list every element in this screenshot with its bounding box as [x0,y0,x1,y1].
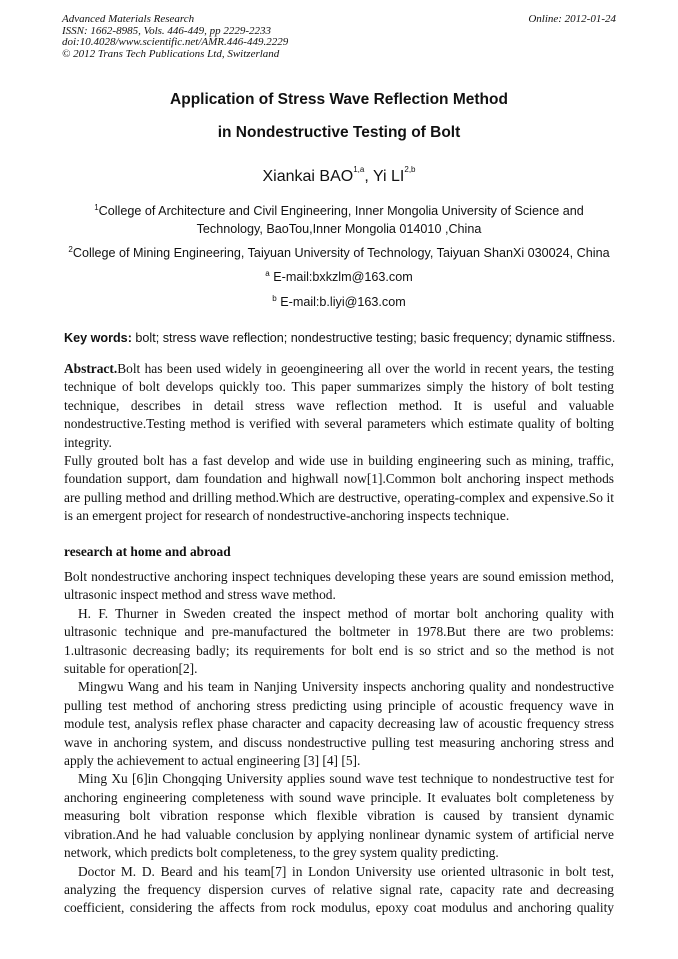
doi: doi:10.4028/www.scientific.net/AMR.446-449.2229 [62,36,289,49]
email-text: E-mail:bxkzlm@163.com [273,270,413,284]
journal-name: Advanced Materials Research [62,13,195,25]
author-sup: 1,a [353,165,365,174]
affiliation-text: College of Mining Engineering, Taiyuan University of Technology, Taiyuan ShanXi 030024, China [72,246,610,260]
author-name: Yi LI [372,168,405,185]
abstract-text: Bolt has been used widely in geoengineering all over the world in recent years, the testing technique of bolt develops quickly too. This paper summarizes simply the history of bolt testing technique, describes in detail stress wave reflection method. It is useful and valuable nondestructive.Testing method is verified with several parameters which estimate quality of bolting integrity. [64,361,614,450]
email-b [0,293,678,311]
keywords [64,331,624,345]
section-heading: research at home and abroad [64,544,231,559]
authors [0,165,678,186]
abstract [64,360,614,526]
affiliation-sup: 2 [68,245,73,254]
paragraph: Doctor M. D. Beard and his team[7] in London University use oriented ultrasonic in bolt test, analyzing the frequency dispersion curves of relative signal rate, capacity rate and decreasing coefficient, considering the affects from rock modulus, epoxy coat modulus and anchoring quality [64,863,614,916]
email-sup: b [272,294,277,303]
affiliation-sup: 1 [94,203,99,212]
keywords-text: bolt; stress wave reflection; nondestructive testing; basic frequency; dynamic stiffness. [131,331,616,345]
keywords-label: Key words: [64,331,132,345]
paragraph: Ming Xu [6]in Chongqing University applies sound wave test technique to nondestructive test for anchoring engineering completeness with sound wave principle. It evaluates bolt completeness by measuring bolt vibration response which flexible vibration is caused by transient dynamic vibration.And he had valuable conclusion by applying nonlinear dynamic system of artificial nerve network, which predicts bolt completeness, to the grey system quality predicting. [64,771,614,861]
affiliation-text: Technology, BaoTou,Inner Mongolia 014010 ,China [196,222,482,236]
author-sup: 2,b [404,165,416,174]
affiliation-text: College of Architecture and Civil Engineering, Inner Mongolia University of Science and [98,204,584,218]
email-sup: a [265,269,270,278]
title-line-2: in Nondestructive Testing of Bolt [217,124,461,141]
paragraph: Mingwu Wang and his team in Nanjing University inspects anchoring quality and nondestructive pulling test method of anchoring stress predicting using principle of acoustic frequency wave in module test, analysis reflex phase character and capacity decreasing law of acoustic frequency stress wave in anchoring system, and discuss nondestructive pulling test measuring anchoring stress and apply the achievement to actual engineering [3] [4] [5]. [64,679,614,769]
journal-header [62,14,616,60]
email-a [0,268,678,286]
online-date: Online: 2012-01-24 [528,13,616,25]
affiliation-2 [0,244,678,262]
abstract-paragraph: Fully grouted bolt has a fast develop and wide use in building engineering such as mining, traffic, foundation support, dam foundation and highwall now[1].Common bolt anchoring inspect methods are pulling method and drilling method.Which are destructive, operating-complex and expensive.So it is an emergent project for research of nondestructive-anchoring inspects technique. [64,453,614,524]
issn: ISSN: 1662-8985, Vols. 446-449, pp 2229-2233 [62,24,271,37]
abstract-label: Abstract. [64,361,118,376]
author-separator: , [364,168,373,185]
paragraph: Bolt nondestructive anchoring inspect techniques developing these years are sound emission method, ultrasonic inspect method and stress wave method. [64,569,614,603]
affiliation-1 [0,202,678,238]
section-body [64,568,614,918]
title-line-1: Application of Stress Wave Reflection Method [170,91,508,108]
email-text: E-mail:b.liyi@163.com [280,295,406,309]
author-name: Xiankai BAO [262,168,354,185]
copyright: © 2012 Trans Tech Publications Ltd, Switzerland [62,47,280,60]
paragraph: H. F. Thurner in Sweden created the inspect method of mortar bolt anchoring quality with ultrasonic technique and pre-manufactured the boltmeter in 1978.But there are two problems: 1.ultrasonic decreasing badly; its requirements for bolt end is so strict and so the method is not suitable for operation[2]. [64,605,614,677]
